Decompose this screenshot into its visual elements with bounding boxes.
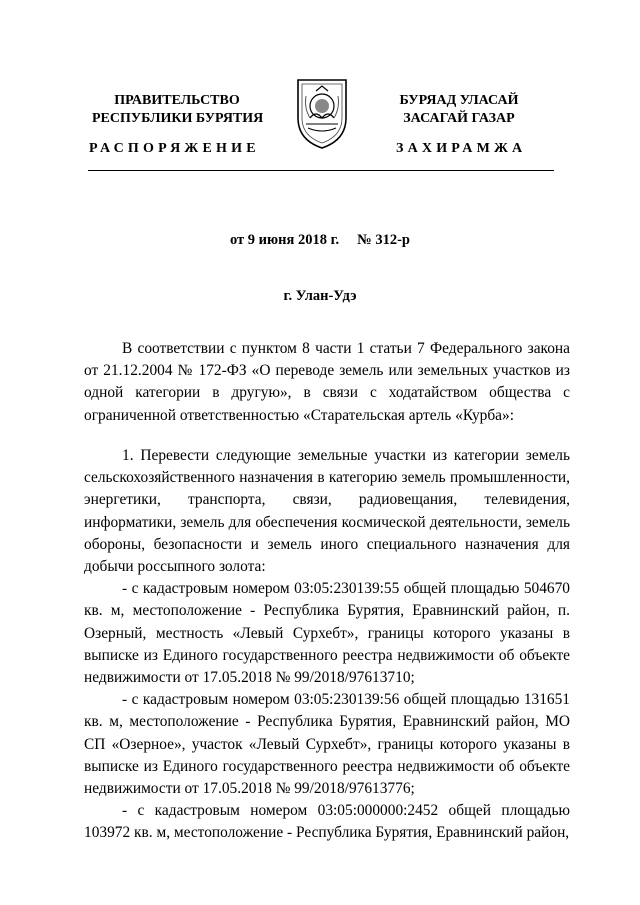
- issuer-line-2-buryat: ЗАСАГАЙ ГАЗАР: [403, 111, 515, 126]
- parcel-item-3: - с кадастровым номером 03:05:000000:2452 общей площадью 103972 кв. м, местоположение - Республика Бурятия, Еравнинский район,: [84, 802, 570, 842]
- issuer-name-russian: [92, 92, 262, 128]
- issuer-line-1-buryat: БУРЯАД УЛАСАЙ: [399, 93, 519, 108]
- issuer-line-1: ПРАВИТЕЛЬСТВО: [114, 93, 240, 108]
- header-divider: [88, 170, 554, 171]
- issuer-line-2: РЕСПУБЛИКИ БУРЯТИЯ: [92, 111, 264, 126]
- document-date: от 9 июня 2018 г.: [230, 232, 340, 248]
- order-item-1: 1. Перевести следующие земельные участки из категории земель сельскохозяйственного назначения в категорию земель промышленности, энергетики, транспорта, связи, радиовещания, телевидения, информатики, земель для обеспечения космической деятельности, земель обороны, безопасности и земель иного специального назначения для добычи россыпного золота:: [84, 447, 570, 576]
- preamble-paragraph: В соответствии с пунктом 8 части 1 статьи 7 Федерального закона от 21.12.2004 № 172-ФЗ «О переводе земель или земельных участков из одной категории в другую», в связи с ходатайством общества с ограниченной ответственностью «Старательская артель «Курба»:: [84, 340, 570, 424]
- document-city: г. Улан-Удэ: [283, 288, 357, 304]
- coat-of-arms-icon: [294, 74, 350, 150]
- parcel-item-2: - с кадастровым номером 03:05:230139:56 общей площадью 131651 кв. м, местоположение - Республика Бурятия, Еравнинский район, МО СП «Озерное», участок «Левый Сурхебт», границы которого указаны в выписке из Единого государственного реестра недвижимости об объекте недвижимости от 17.05.2018 № 99/2018/97613776;: [84, 691, 570, 798]
- date-number-line: [0, 232, 640, 249]
- issuer-name-buryat: [374, 92, 544, 128]
- preamble: [84, 338, 570, 427]
- parcel-item-1: - с кадастровым номером 03:05:230139:55 общей площадью 504670 кв. м, местоположение - Республика Бурятия, Еравнинский район, п. Озерный, местность «Левый Сурхебт», границы которого указаны в выписке из Единого государственного реестра недвижимости об объекте недвижимости от 17.05.2018 № 99/2018/97613710;: [84, 580, 570, 687]
- doc-type-buryat: ЗАХИРАМЖА: [396, 141, 527, 156]
- doc-type-russian: РАСПОРЯЖЕНИЕ: [89, 141, 260, 156]
- order-items: [84, 445, 570, 845]
- document-number: № 312-р: [357, 232, 410, 248]
